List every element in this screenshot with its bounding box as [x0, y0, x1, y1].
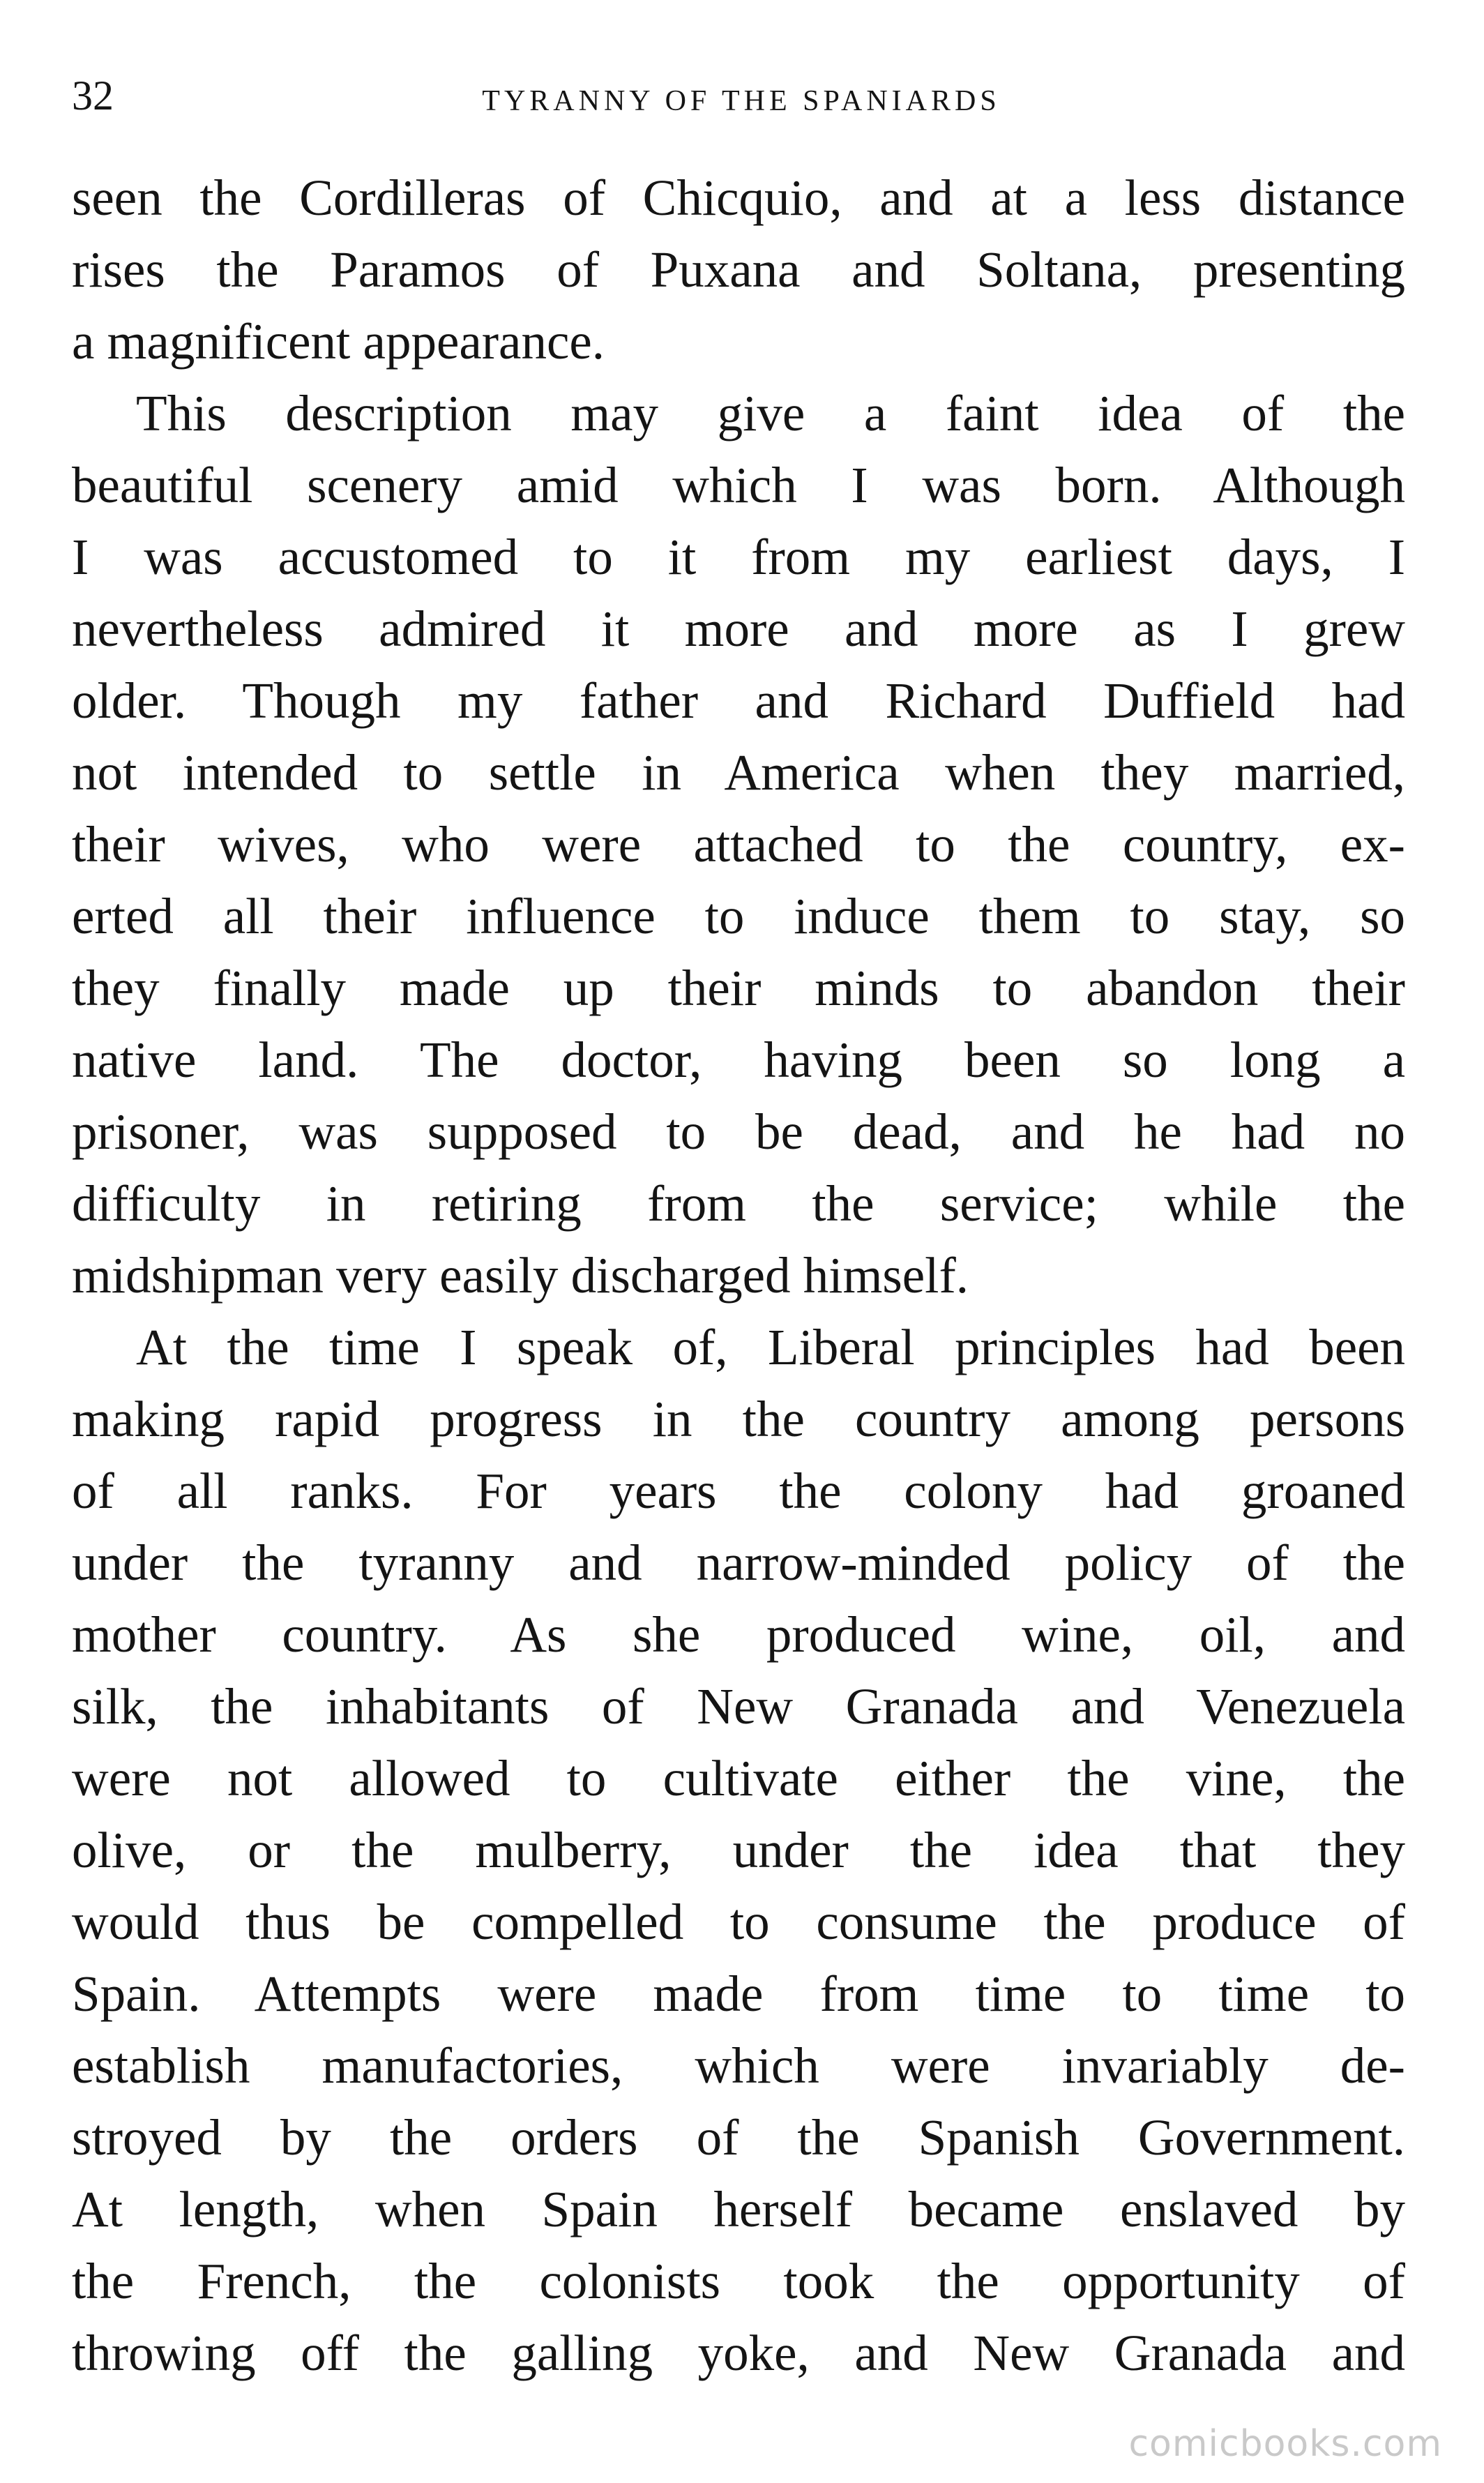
text-line: they finally made up their minds to abandon their: [72, 960, 1405, 1016]
text-line: erted all their influence to induce them to stay, so: [72, 888, 1405, 944]
text-line: a magnificent appearance.: [72, 313, 605, 370]
text-line: silk, the inhabitants of New Granada and Venezuela: [72, 1678, 1405, 1735]
page-header: [72, 64, 1411, 127]
text-line: native land. The doctor, having been so long a: [72, 1032, 1405, 1088]
body-text: [72, 162, 1405, 2389]
text-line: difficulty in retiring from the service; while the: [72, 1175, 1405, 1232]
text-line: At the time I speak of, Liberal principles had been: [136, 1319, 1405, 1375]
text-line: would thus be compelled to consume the produce of: [72, 1894, 1405, 1950]
text-line: This description may give a faint idea of the: [136, 385, 1405, 441]
text-line: the French, the colonists took the opportunity of: [72, 2253, 1405, 2309]
text-line: not intended to settle in America when they married,: [72, 744, 1405, 801]
text-line: establish manufactories, which were invariably de-: [72, 2037, 1405, 2094]
text-line: Spain. Attempts were made from time to time to: [72, 1965, 1405, 2022]
text-line: older. Though my father and Richard Duffield had: [72, 672, 1405, 729]
text-line: midshipman very easily discharged himself.: [72, 1247, 969, 1304]
page-number: 32: [72, 73, 114, 119]
watermark: comicbooks.com: [1128, 2423, 1442, 2465]
text-line: I was accustomed to it from my earliest days, I: [72, 529, 1405, 585]
text-line: their wives, who were attached to the country, ex-: [72, 816, 1405, 873]
text-line: throwing off the galling yoke, and New Granada and: [72, 2325, 1405, 2381]
text-line: under the tyranny and narrow-minded policy of the: [72, 1534, 1405, 1591]
text-line: stroyed by the orders of the Spanish Government.: [72, 2109, 1405, 2166]
text-line: prisoner, was supposed to be dead, and he had no: [72, 1103, 1405, 1160]
text-line: seen the Cordilleras of Chicquio, and at a less distance: [72, 169, 1405, 226]
text-line: olive, or the mulberry, under the idea that they: [72, 1822, 1405, 1878]
text-line: were not allowed to cultivate either the vine, the: [72, 1750, 1405, 1806]
text-line: rises the Paramos of Puxana and Soltana, presenting: [72, 241, 1405, 298]
text-line: nevertheless admired it more and more as I grew: [72, 601, 1405, 657]
text-line: of all ranks. For years the colony had groaned: [72, 1463, 1405, 1519]
running-title: TYRANNY OF THE SPANIARDS: [482, 85, 1001, 117]
text-line: making rapid progress in the country among persons: [72, 1391, 1405, 1447]
text-line: beautiful scenery amid which I was born. Although: [72, 457, 1405, 513]
text-line: At length, when Spain herself became enslaved by: [72, 2181, 1405, 2237]
text-line: mother country. As she produced wine, oil, and: [72, 1606, 1405, 1663]
